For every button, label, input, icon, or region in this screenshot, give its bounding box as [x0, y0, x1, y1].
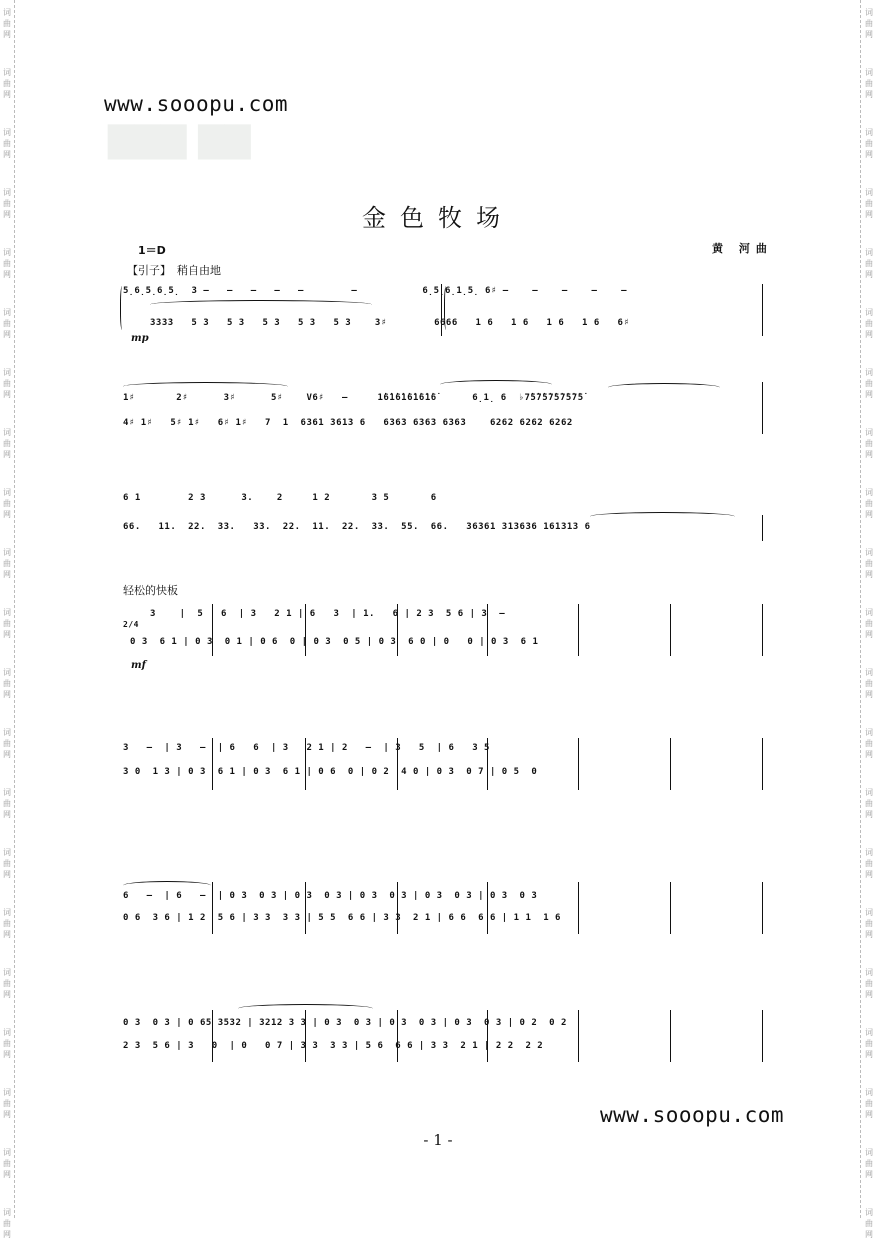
side-mark: 曲	[865, 739, 873, 748]
side-mark: 词	[865, 1088, 873, 1097]
side-mark: 网	[865, 510, 873, 519]
barline	[762, 1010, 763, 1062]
side-mark: 词	[865, 1148, 873, 1157]
side-mark: 曲	[3, 679, 11, 688]
side-mark: 曲	[3, 379, 11, 388]
side-mark: 网	[3, 1230, 11, 1239]
side-mark: 网	[865, 750, 873, 759]
side-mark: 曲	[3, 139, 11, 148]
side-mark: 曲	[865, 259, 873, 268]
side-mark: 词	[865, 728, 873, 737]
dynamic-mp: mp	[131, 333, 149, 344]
side-mark: 词	[865, 368, 873, 377]
side-mark: 词	[865, 8, 873, 17]
barline	[397, 604, 398, 656]
side-mark: 网	[3, 90, 11, 99]
system-3-lower: 66. 11. 22. 33. 33. 22. 11. 22. 33. 55. 66. 36361 313636 161313 6	[123, 522, 591, 532]
side-mark: 网	[865, 630, 873, 639]
side-mark: 曲	[3, 79, 11, 88]
barline	[762, 738, 763, 790]
barline	[578, 882, 579, 934]
side-mark: 词	[865, 548, 873, 557]
side-mark: 词	[3, 188, 11, 197]
system-1-slur	[150, 300, 372, 309]
barline	[212, 882, 213, 934]
barline	[487, 882, 488, 934]
side-mark: 网	[865, 330, 873, 339]
system-brace	[120, 286, 125, 330]
system-5-lower: 3 0 1 3 | 0 3 6 1 | 0 3 6 1 | 0 6 0 | 0 2 4 0 | 0 3 0 7 | 0 5 0	[123, 767, 538, 777]
side-mark: 词	[3, 548, 11, 557]
side-mark: 网	[865, 210, 873, 219]
side-mark: 词	[865, 968, 873, 977]
system-2-slur	[123, 382, 288, 391]
barline	[762, 604, 763, 656]
side-mark: 词	[3, 1028, 11, 1037]
barline	[305, 604, 306, 656]
side-mark: 词	[3, 368, 11, 377]
side-mark: 词	[865, 848, 873, 857]
side-mark: 曲	[865, 559, 873, 568]
barline	[670, 1010, 671, 1062]
side-mark: 曲	[865, 199, 873, 208]
side-mark: 网	[865, 1170, 873, 1179]
system-6-slur	[123, 881, 211, 890]
side-mark: 词	[3, 848, 11, 857]
key-signature: 1＝D	[138, 244, 166, 257]
system-6-lower: 0 6 3 6 | 1 2 5 6 | 3 3 3 3 | 5 5 6 6 | 3 3 2 1 | 6 6 6 6 | 1 1 1 6	[123, 913, 561, 923]
side-mark: 词	[865, 128, 873, 137]
side-mark: 词	[3, 1148, 11, 1157]
side-mark: 网	[3, 390, 11, 399]
side-mark: 词	[865, 668, 873, 677]
side-mark: 网	[3, 810, 11, 819]
side-mark: 曲	[865, 679, 873, 688]
side-mark: 词	[865, 488, 873, 497]
side-mark: 曲	[865, 619, 873, 628]
system-4-lower: 0 3 6 1 | 0 3 0 1 | 0 6 0 | 0 3 0 5 | 0 3 6 0 | 0 0 | 0 3 6 1	[130, 637, 539, 647]
side-mark: 词	[3, 1088, 11, 1097]
side-mark: 词	[3, 788, 11, 797]
side-mark: 网	[3, 330, 11, 339]
side-mark: 曲	[865, 79, 873, 88]
time-signature: 2/4	[123, 620, 139, 629]
side-mark: 网	[865, 150, 873, 159]
barline	[487, 604, 488, 656]
system-1-lower: 3333 5 3 5 3 5 3 5 3 5 3 3♯ 6666 1 6 1 6 1 6 1 6 6♯	[150, 318, 630, 328]
faded-logo: ▇▇▇ ▇▇	[108, 120, 251, 160]
side-mark: 曲	[865, 1099, 873, 1108]
side-mark: 曲	[3, 739, 11, 748]
intro-section-label	[127, 262, 221, 278]
side-mark: 网	[865, 810, 873, 819]
side-mark: 曲	[865, 1039, 873, 1048]
barline	[670, 882, 671, 934]
side-mark: 网	[3, 1110, 11, 1119]
barline	[578, 738, 579, 790]
side-mark: 词	[865, 1028, 873, 1037]
side-mark: 网	[3, 690, 11, 699]
watermark-url-top[interactable]: www.sooopu.com	[104, 92, 289, 116]
side-mark: 词	[865, 308, 873, 317]
system-2-upper: 1♯ 2♯ 3♯ 5♯ V6♯ ‒ 1̇6̇1̇6̇1̇6̇1̇6̇1̇6̇ 6̣1̣ 6 ♭7̇5̇7̇5̇7̇5̇7̇5̇7̇5̇	[123, 393, 584, 403]
side-mark: 词	[3, 8, 11, 17]
system-brace	[444, 286, 449, 330]
intro-label: 【引子】	[127, 264, 171, 277]
system-4-upper: 3 | 5 6 | 3 2 1 | 6 3 | 1. 6 | 2 3 5 6 | 3 ‒	[150, 609, 506, 619]
side-mark: 网	[3, 1170, 11, 1179]
side-mark: 曲	[865, 859, 873, 868]
side-mark: 曲	[3, 319, 11, 328]
system-1-upper: 5̣6̣5̣6̣5̣ 3 ‒ ‒ ‒ ‒ ‒ ‒ 6̣5̣6̣1̣5̣ 6♯ ‒ ‒ ‒ ‒ ‒	[123, 286, 627, 296]
side-mark: 曲	[3, 439, 11, 448]
side-mark: 网	[865, 1050, 873, 1059]
system-3-slur	[590, 512, 735, 521]
system-5-upper: 3 ‒ | 3 ‒ | 6 6 | 3 2 1 | 2 ‒ | 3 5 | 6 3 5	[123, 743, 490, 753]
side-mark: 曲	[3, 1039, 11, 1048]
side-mark: 词	[865, 248, 873, 257]
side-mark: 曲	[865, 19, 873, 28]
barline	[578, 1010, 579, 1062]
side-mark: 网	[3, 630, 11, 639]
side-mark: 曲	[865, 979, 873, 988]
side-mark: 曲	[3, 19, 11, 28]
side-mark: 网	[3, 150, 11, 159]
side-mark: 曲	[865, 499, 873, 508]
barline	[397, 1010, 398, 1062]
barline	[212, 604, 213, 656]
watermark-url-bottom[interactable]: www.sooopu.com	[600, 1103, 785, 1127]
barline	[397, 882, 398, 934]
side-mark: 网	[865, 570, 873, 579]
side-mark: 网	[3, 30, 11, 39]
barline	[305, 738, 306, 790]
side-mark: 词	[3, 608, 11, 617]
barline	[397, 738, 398, 790]
side-mark: 词	[865, 68, 873, 77]
side-mark: 词	[3, 248, 11, 257]
side-mark: 网	[3, 510, 11, 519]
side-mark: 网	[3, 1050, 11, 1059]
side-mark: 曲	[3, 1159, 11, 1168]
side-mark: 网	[3, 210, 11, 219]
system-7-lower: 2 3 5 6 | 3 0 | 0 0 7 | 3 3 3 3 | 5 6 6 6 | 3 3 2 1 | 2 2 2 2	[123, 1041, 544, 1051]
side-mark: 曲	[865, 1219, 873, 1228]
side-mark: 曲	[3, 859, 11, 868]
side-mark: 曲	[3, 979, 11, 988]
right-border	[860, 0, 874, 1239]
side-mark: 网	[3, 930, 11, 939]
side-mark: 网	[865, 870, 873, 879]
side-mark: 曲	[3, 199, 11, 208]
side-mark: 词	[3, 1208, 11, 1217]
barline	[762, 882, 763, 934]
side-mark: 网	[865, 930, 873, 939]
side-mark: 词	[3, 908, 11, 917]
system-6-upper: 6 ‒ | 6 ‒ | 0 3 0 3 | 0 3 0 3 | 0 3 0 3 | 0 3 0 3 | 0 3 0 3	[123, 891, 538, 901]
barline	[578, 604, 579, 656]
side-mark: 词	[865, 788, 873, 797]
side-mark: 曲	[3, 619, 11, 628]
side-mark: 曲	[3, 559, 11, 568]
side-mark: 网	[865, 990, 873, 999]
side-mark: 词	[3, 68, 11, 77]
side-mark: 曲	[3, 259, 11, 268]
side-mark: 网	[865, 270, 873, 279]
side-mark: 曲	[865, 439, 873, 448]
dynamic-mf: mf	[131, 660, 146, 671]
side-mark: 曲	[3, 799, 11, 808]
barline	[441, 284, 442, 336]
side-mark: 词	[3, 308, 11, 317]
side-mark: 曲	[865, 919, 873, 928]
side-mark: 网	[865, 90, 873, 99]
side-mark: 词	[3, 428, 11, 437]
side-mark: 网	[865, 30, 873, 39]
side-mark: 网	[865, 690, 873, 699]
fast-section-label: 轻松的快板	[123, 584, 178, 597]
side-mark: 曲	[3, 499, 11, 508]
side-mark: 网	[3, 570, 11, 579]
barline	[212, 738, 213, 790]
side-mark: 网	[3, 870, 11, 879]
side-mark: 词	[865, 908, 873, 917]
barline	[762, 515, 763, 541]
side-mark: 网	[3, 750, 11, 759]
side-mark: 网	[865, 390, 873, 399]
side-mark: 网	[865, 1110, 873, 1119]
system-7-upper: 0 3 0 3 | 0 65 3532 | 3212 3 3 | 0 3 0 3 | 0 3 0 3 | 0 3 0 3 | 0 2 0 2	[123, 1018, 567, 1028]
side-mark: 词	[3, 968, 11, 977]
barline	[762, 284, 763, 336]
side-mark: 曲	[865, 139, 873, 148]
score-title: 金色牧场	[362, 204, 514, 232]
side-mark: 词	[865, 188, 873, 197]
side-mark: 曲	[865, 799, 873, 808]
side-mark: 曲	[3, 919, 11, 928]
barline	[212, 1010, 213, 1062]
barline	[670, 604, 671, 656]
barline	[487, 1010, 488, 1062]
system-2-slur	[440, 380, 552, 389]
side-mark: 网	[3, 450, 11, 459]
left-border	[2, 0, 16, 1239]
composer: 黄 河曲	[712, 242, 773, 255]
side-mark: 曲	[3, 1219, 11, 1228]
side-mark: 曲	[865, 319, 873, 328]
side-mark: 词	[3, 488, 11, 497]
side-mark: 曲	[865, 379, 873, 388]
side-mark: 网	[865, 450, 873, 459]
side-mark: 词	[3, 668, 11, 677]
side-mark: 曲	[3, 1099, 11, 1108]
system-2-lower: 4♯ 1♯ 5♯ 1♯ 6♯ 1♯ 7 1 6361 3613 6 6363 6363 6363 6262 6262 6262	[123, 418, 573, 428]
page-number: - 1 -	[423, 1131, 453, 1149]
side-mark: 网	[3, 270, 11, 279]
side-mark: 词	[865, 428, 873, 437]
barline	[305, 882, 306, 934]
side-mark: 词	[865, 608, 873, 617]
side-mark: 词	[3, 128, 11, 137]
barline	[305, 1010, 306, 1062]
system-2-slur	[608, 383, 720, 392]
side-mark: 网	[865, 1230, 873, 1239]
barline	[487, 738, 488, 790]
system-3-upper: 6 1 2 3 3. 2 1 2 3 5 6	[123, 493, 437, 503]
side-mark: 词	[865, 1208, 873, 1217]
side-mark: 曲	[865, 1159, 873, 1168]
side-mark: 词	[3, 728, 11, 737]
barline	[670, 738, 671, 790]
barline	[762, 382, 763, 434]
side-mark: 网	[3, 990, 11, 999]
intro-tempo: 稍自由地	[177, 264, 221, 277]
